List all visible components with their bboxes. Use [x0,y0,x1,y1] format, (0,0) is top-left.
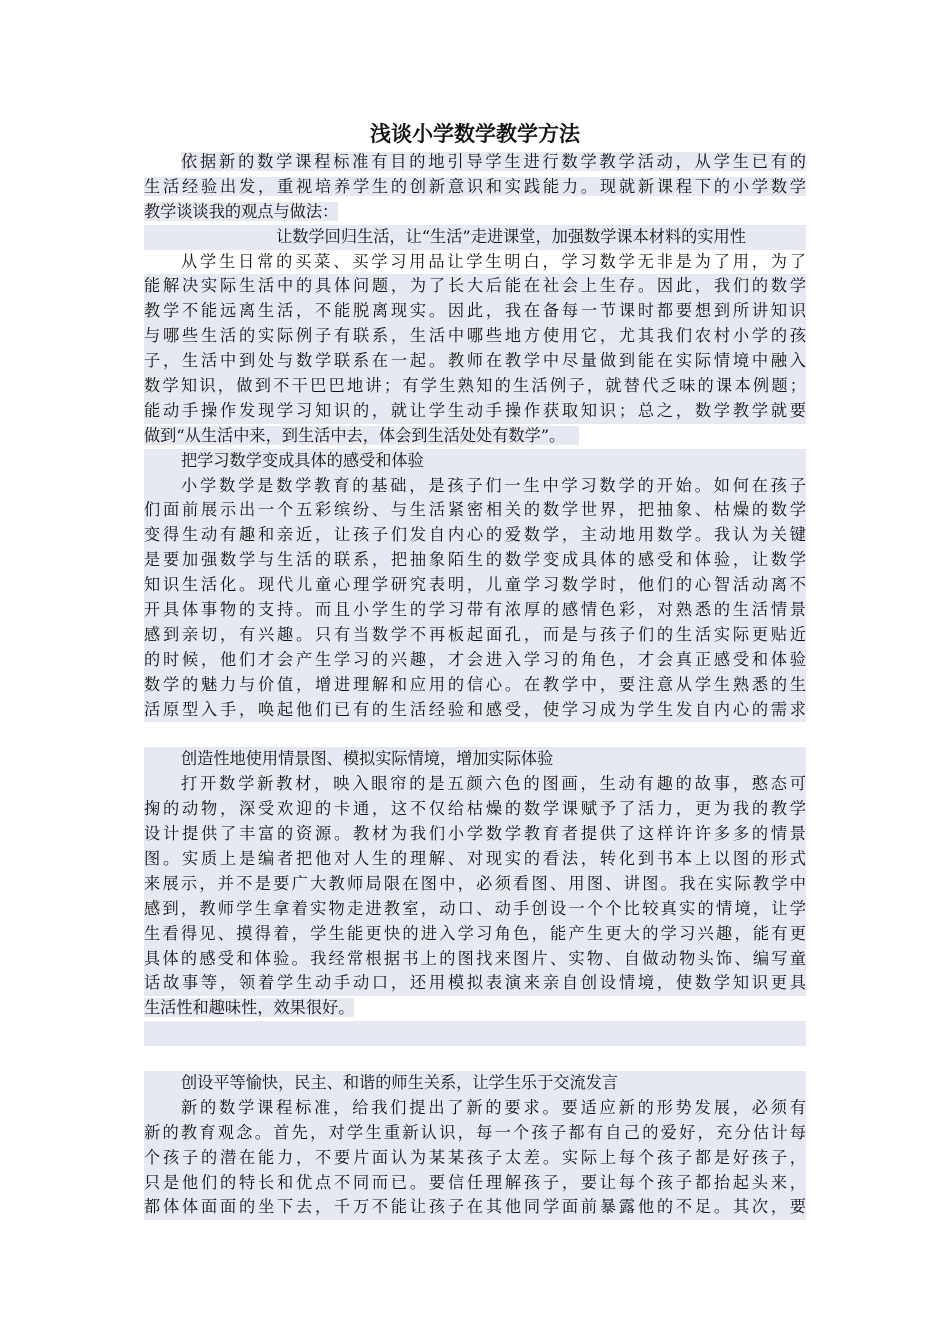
text-run: 依据新的数学课程标准有目的地引导学生进行数学教学活动，从学生已有的 [181,152,806,171]
paragraph-line: 开具体事物的支持。而且小学生的学习带有浓厚的感情色彩，对熟悉的生活情景 [144,598,806,623]
paragraph-line: 们面前展示出一个五彩缤纷、与生活紧密相关的数学世界，把抽象、枯燥的数学 [144,498,806,523]
document-title: 浅谈小学数学教学方法 [370,121,580,146]
paragraph-line: 数学知识，做到不干巴巴地讲；有学生熟知的生活例子，就替代乏味的课本例题； [144,374,806,399]
paragraph-line: 个孩子的潜在能力，不要片面认为某某孩子太差。实际上每个孩子都是好孩子， [144,1146,806,1171]
paragraph-line: 只是他们的特长和优点不同而已。要信任理解孩子，要让每个孩子都抬起头来， [144,1171,806,1196]
text-run: 创设平等愉快，民主、和谐的师生关系，让学生乐于交流发言 [181,1072,619,1092]
paragraph-line: 新的教育观念。首先，对学生重新认识，每一个孩子都有自己的爱好，充分估计每 [144,1121,806,1146]
paragraph-line: 的时候，他们才会产生学习的兴趣，才会进入学习的角色，才会真正感受和体验 [144,648,806,673]
text-run: 把学习数学变成具体的感受和体验 [181,450,424,470]
paragraph-line: 打开数学新教材，映入眼帘的是五颜六色的图画，生动有趣的故事，憨态可 [144,772,806,797]
paragraph-line: 子，生活中到处与数学联系在一起。教师在教学中尽量做到能在实际情境中融入 [144,349,806,374]
paragraph-line: 生看得见、摸得着，学生能更快的进入学习角色，能产生更大的学习兴趣，能有更 [144,922,806,947]
paragraph-line [144,200,806,225]
paragraph-line: 设计提供了丰富的资源。教材为我们小学数学教育者提供了这样许许多多的情景 [144,822,806,847]
section-heading [144,449,806,474]
text-run: 从学生日常的买菜、买学习用品让学生明白，学习数学无非是为了用，为了 [181,251,806,271]
text-run: 教学谈谈我的观点与做法： [144,201,339,221]
paragraph-line [144,250,806,275]
paragraph-line: 来展示，并不是要广大教师局限在图中，必须看图、用图、讲图。我在实际教学中 [144,872,806,897]
section-heading: 让数学回归生活，让“生活”走进课堂，加强数学课本材料的实用性 [144,225,806,250]
paragraph-line: 数学的魅力与价值，增进理解和应用的信心。在教学中，要注意从学生熟悉的生 [144,673,806,698]
paragraph-line: 小学数学是数学教育的基础，是孩子们一生中学习数学的开始。如何在孩子 [144,474,806,499]
paragraph-line: 都体体面面的坐下去，千万不能让孩子在其他同学面前暴露他的不足。其次，要 [144,1195,806,1220]
paragraph-line: 能解决实际生活中的具体问题，为了长大后能在社会上生存。因此，我们的数学 [144,274,806,299]
paragraph-line: 与哪些生活的实际例子有联系，生活中哪些地方使用它，尤其我们农村小学的孩 [144,324,806,349]
paragraph-line: 图。实质上是编者把他对人生的理解、对现实的看法，转化到书本上以图的形式 [144,847,806,872]
paragraph-line: 活原型入手，唤起他们已有的生活经验和感受，使学习成为学生发自内心的需求 [144,698,806,723]
paragraph-line: 新的数学课程标准，给我们提出了新的要求。要适应新的形势发展，必须有 [144,1096,806,1121]
blank-line [144,722,806,747]
document-page [144,118,806,1220]
paragraph-line: 教学不能远离生活，不能脱离现实。因此，我在备每一节课时都要想到所讲知识 [144,299,806,324]
paragraph-line: 知识生活化。现代儿童心理学研究表明，儿童学习数学时，他们的心智活动离不 [144,573,806,598]
paragraph-line: 话故事等，领着学生动手动口，还用模拟表演来亲自创设情境，使数学知识更具 [144,971,806,996]
paragraph-line: 感到，教师学生拿着实物走进教室，动口、动手创设一个个比较真实的情境，让学 [144,897,806,922]
paragraph-line: 变得生动有趣和亲近，让孩子们发自内心的爱数学，主动地用数学。我认为关键 [144,523,806,548]
blank-line [144,1046,806,1071]
paragraph-line: 是要加强数学与生活的联系，把抽象陌生的数学变成具体的感受和体验，让数学 [144,548,806,573]
section-heading [144,1071,806,1096]
paragraph-line: 具体的感受和体验。我经常根据书上的图找来图片、实物、自做动物头饰、编写童 [144,947,806,972]
section-heading [144,747,806,772]
text-run: 生活经验出发，重视培养学生的创新意识和实践能力。现就新课程下的小学数学 [144,176,806,196]
paragraph-line: 掬的动物，深受欢迎的卡通，这不仅给枯燥的数学课赋予了活力，更为我的教学 [144,797,806,822]
paragraph-line [144,424,806,449]
paragraph-line [144,150,806,175]
text-run: 生活性和趣味性，效果很好。 [144,998,355,1018]
text-run: 做到“从生活中来，到生活中去，体会到生活处处有数学”。 [144,426,579,445]
paragraph-line [144,996,806,1021]
paragraph-line: 感到亲切，有兴趣。只有当数学不再板起面孔，而是与孩子们的生活实际更贴近 [144,623,806,648]
blank-line [144,1021,806,1046]
text-run: 创造性地使用情景图、模拟实际情境，增加实际体验 [181,749,554,769]
paragraph-line [144,175,806,200]
paragraph-line: 能动手操作发现学习知识的，就让学生动手操作获取知识；总之，数学教学就要 [144,399,806,424]
